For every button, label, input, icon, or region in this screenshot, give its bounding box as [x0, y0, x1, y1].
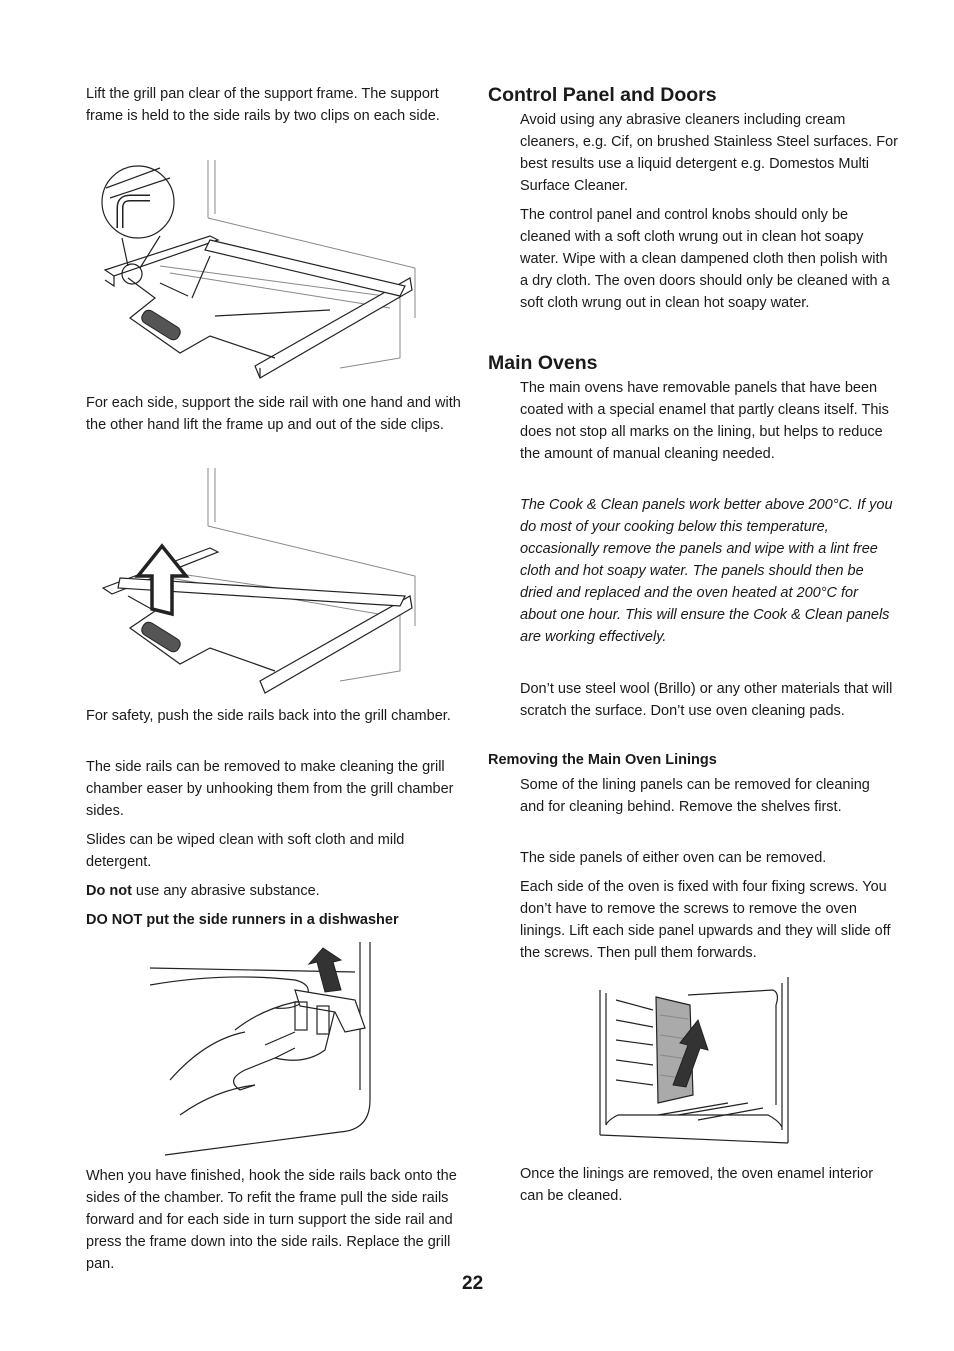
control-panel-cleaners: Avoid using any abrasive cleaners including cream cleaners, e.g. Cif, on brushed Stainless Steel surfaces. For best results use a liquid detergent e.g. Domestos Multi Surface Cleaner. — [520, 112, 898, 194]
heading-main-ovens: Main Ovens — [488, 352, 598, 374]
instruction-remove-side-rails: The side rails can be removed to make cleaning the grill chamber easer by unhooking them from the grill chamber sides. — [86, 759, 454, 819]
main-ovens-no-steel-wool: Don’t use steel wool (Brillo) or any other materials that will scratch the surface. Don’t use oven cleaning pads. — [520, 681, 893, 719]
linings-removed-cleaning: Once the linings are removed, the oven enamel interior can be cleaned. — [520, 1166, 874, 1204]
heading-removing-linings: Removing the Main Oven Linings — [488, 752, 717, 768]
instruction-refit-frame: When you have finished, hook the side rails back onto the sides of the chamber. To refit the frame pull the side rails forward and for each side in turn support the side rail and press the frame down into the side rails. Replace the grill pan. — [86, 1168, 457, 1272]
lift-frame-illustration — [100, 466, 420, 696]
main-ovens-panels: The main ovens have removable panels that have been coated with a special enamel that partly cleans itself. This does not stop all marks on the lining, but helps to reduce the amount of manual cleaning needed. — [520, 380, 889, 462]
instruction-wipe-slides: Slides can be wiped clean with soft cloth and mild detergent. — [86, 832, 405, 870]
control-panel-knobs: The control panel and control knobs should only be cleaned with a soft cloth wrung out in clean hot soapy water. Wipe with a clean dampened cloth then polish with a dry cloth. The oven doors should only be cleaned with a soft cloth wrung out in clean hot soapy water. — [520, 207, 890, 311]
instruction-push-rails-back: For safety, push the side rails back into the grill chamber. — [86, 708, 451, 724]
removing-fixing-screws: Each side of the oven is fixed with four fixing screws. You don’t have to remove the screws to remove the oven linings. Lift each side panel upwards and they will slide off the screws. Then pull them forwards. — [520, 879, 891, 961]
main-ovens-cook-clean-note: The Cook & Clean panels work better above 200°C. If you do most of your cooking below this temperature, occasionally remove the panels and wipe with a lint free cloth and hot soapy water. The panels should then be dried and replaced and the oven heated at 200°C for about one hour. This will ensure the Cook & Clean panels are working effectively. — [520, 497, 893, 645]
unhook-side-rail-illustration — [145, 940, 385, 1160]
heading-control-panel-doors: Control Panel and Doors — [488, 84, 717, 106]
warning-no-dishwasher: DO NOT put the side runners in a dishwasher — [86, 912, 399, 928]
instruction-lift-grill-pan: Lift the grill pan clear of the support frame. The support frame is held to the side rails by two clips on each side. — [86, 86, 440, 124]
page-number: 22 — [462, 1273, 484, 1294]
instruction-support-side-rail: For each side, support the side rail with one hand and with the other hand lift the frame up and out of the side clips. — [86, 395, 461, 433]
warning-no-abrasive: Do not use any abrasive substance. — [86, 883, 320, 899]
removing-side-panels: The side panels of either oven can be removed. — [520, 850, 827, 866]
removing-linings-intro: Some of the lining panels can be removed for cleaning and for cleaning behind. Remove the shelves first. — [520, 777, 870, 815]
grill-frame-clips-illustration — [100, 158, 420, 380]
oven-lining-removal-illustration — [598, 975, 793, 1147]
